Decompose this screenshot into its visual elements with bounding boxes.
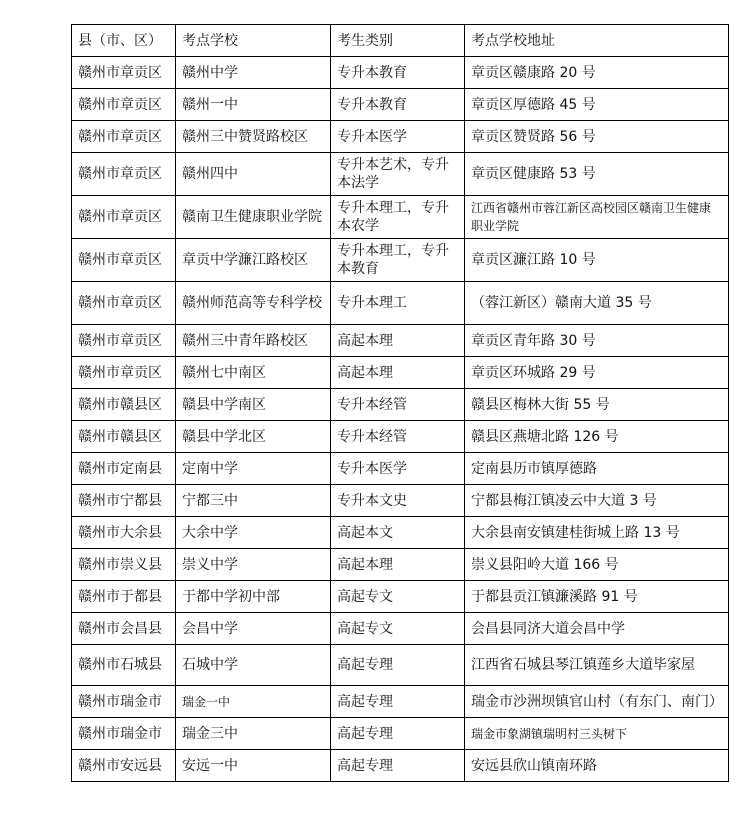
header-row <box>72 25 729 57</box>
table-row <box>72 357 729 389</box>
address-cell: 赣县区梅林大街 55 号 <box>465 389 729 421</box>
county-cell: 赣州市定南县 <box>72 453 176 485</box>
category-cell: 专升本理工，专升本教育 <box>331 239 465 282</box>
county-cell: 赣州市章贡区 <box>72 239 176 282</box>
category-cell: 专升本教育 <box>331 57 465 89</box>
category-cell: 专升本医学 <box>331 121 465 153</box>
county-cell: 赣州市章贡区 <box>72 325 176 357</box>
header-school: 考点学校 <box>176 25 331 57</box>
category-cell: 高起专理 <box>331 718 465 750</box>
header-county: 县（市、区） <box>72 25 176 57</box>
county-cell: 赣州市章贡区 <box>72 357 176 389</box>
category-cell: 高起本文 <box>331 517 465 549</box>
category-cell: 专升本理工 <box>331 282 465 325</box>
category-cell: 高起专文 <box>331 613 465 645</box>
county-cell: 赣州市瑞金市 <box>72 718 176 750</box>
table-row <box>72 549 729 581</box>
category-cell: 高起专理 <box>331 645 465 686</box>
category-cell: 高起专文 <box>331 581 465 613</box>
school-cell: 大余中学 <box>176 517 331 549</box>
county-cell: 赣州市章贡区 <box>72 153 176 196</box>
school-cell: 赣州七中南区 <box>176 357 331 389</box>
school-cell: 于都中学初中部 <box>176 581 331 613</box>
county-cell: 赣州市瑞金市 <box>72 686 176 718</box>
table-row <box>72 686 729 718</box>
address-cell: 崇义县阳岭大道 166 号 <box>465 549 729 581</box>
school-cell: 瑞金三中 <box>176 718 331 750</box>
table-row <box>72 282 729 325</box>
school-cell: 赣州四中 <box>176 153 331 196</box>
header-address: 考点学校地址 <box>465 25 729 57</box>
county-cell: 赣州市章贡区 <box>72 121 176 153</box>
category-cell: 专升本教育 <box>331 89 465 121</box>
school-cell: 赣州一中 <box>176 89 331 121</box>
table-row <box>72 196 729 239</box>
address-cell: 章贡区青年路 30 号 <box>465 325 729 357</box>
category-cell: 专升本医学 <box>331 453 465 485</box>
county-cell: 赣州市章贡区 <box>72 282 176 325</box>
address-cell: 于都县贡江镇濂溪路 91 号 <box>465 581 729 613</box>
county-cell: 赣州市宁都县 <box>72 485 176 517</box>
address-cell: （蓉江新区）赣南大道 35 号 <box>465 282 729 325</box>
table-row <box>72 517 729 549</box>
school-cell: 赣州三中青年路校区 <box>176 325 331 357</box>
county-cell: 赣州市崇义县 <box>72 549 176 581</box>
category-cell: 专升本经管 <box>331 421 465 453</box>
county-cell: 赣州市安远县 <box>72 750 176 782</box>
school-cell: 崇义中学 <box>176 549 331 581</box>
category-cell: 高起本理 <box>331 549 465 581</box>
exam-site-table-wrapper <box>71 24 729 782</box>
address-cell: 瑞金市沙洲坝镇官山村（有东门、南门） <box>465 686 729 718</box>
address-cell: 章贡区赣康路 20 号 <box>465 57 729 89</box>
table-header <box>72 25 729 57</box>
school-cell: 安远一中 <box>176 750 331 782</box>
table-row <box>72 57 729 89</box>
table-row <box>72 581 729 613</box>
table-row <box>72 613 729 645</box>
county-cell: 赣州市章贡区 <box>72 196 176 239</box>
category-cell: 专升本经管 <box>331 389 465 421</box>
table-row <box>72 121 729 153</box>
category-cell: 高起本理 <box>331 357 465 389</box>
school-cell: 赣州中学 <box>176 57 331 89</box>
address-cell: 宁都县梅江镇凌云中大道 3 号 <box>465 485 729 517</box>
header-category: 考生类别 <box>331 25 465 57</box>
county-cell: 赣州市章贡区 <box>72 89 176 121</box>
table-row <box>72 485 729 517</box>
category-cell: 专升本文史 <box>331 485 465 517</box>
category-cell: 高起本理 <box>331 325 465 357</box>
category-cell: 专升本艺术，专升本法学 <box>331 153 465 196</box>
county-cell: 赣州市会昌县 <box>72 613 176 645</box>
address-cell: 定南县历市镇厚德路 <box>465 453 729 485</box>
address-cell: 赣县区燕塘北路 126 号 <box>465 421 729 453</box>
school-cell: 赣南卫生健康职业学院 <box>176 196 331 239</box>
county-cell: 赣州市于都县 <box>72 581 176 613</box>
county-cell: 赣州市石城县 <box>72 645 176 686</box>
table-row <box>72 325 729 357</box>
school-cell: 石城中学 <box>176 645 331 686</box>
school-cell: 会昌中学 <box>176 613 331 645</box>
address-cell: 安远县欣山镇南环路 <box>465 750 729 782</box>
category-cell: 专升本理工，专升本农学 <box>331 196 465 239</box>
address-cell: 章贡区健康路 53 号 <box>465 153 729 196</box>
school-cell: 赣州三中赞贤路校区 <box>176 121 331 153</box>
table-row <box>72 153 729 196</box>
school-cell: 赣县中学南区 <box>176 389 331 421</box>
school-cell: 定南中学 <box>176 453 331 485</box>
address-cell: 瑞金市象湖镇瑞明村三头树下 <box>465 718 729 750</box>
school-cell: 瑞金一中 <box>176 686 331 718</box>
school-cell: 章贡中学濂江路校区 <box>176 239 331 282</box>
category-cell: 高起专理 <box>331 750 465 782</box>
category-cell: 高起专理 <box>331 686 465 718</box>
address-cell: 江西省赣州市蓉江新区高校园区赣南卫生健康职业学院 <box>465 196 729 239</box>
address-cell: 章贡区濂江路 10 号 <box>465 239 729 282</box>
exam-site-table <box>71 24 729 782</box>
address-cell: 章贡区环城路 29 号 <box>465 357 729 389</box>
table-row <box>72 389 729 421</box>
table-body <box>72 57 729 782</box>
table-row <box>72 421 729 453</box>
address-cell: 章贡区赞贤路 56 号 <box>465 121 729 153</box>
county-cell: 赣州市大余县 <box>72 517 176 549</box>
school-cell: 赣县中学北区 <box>176 421 331 453</box>
table-row <box>72 239 729 282</box>
school-cell: 宁都三中 <box>176 485 331 517</box>
address-cell: 江西省石城县琴江镇莲乡大道毕家屋 <box>465 645 729 686</box>
address-cell: 大余县南安镇建桂街城上路 13 号 <box>465 517 729 549</box>
table-row <box>72 718 729 750</box>
address-cell: 会昌县同济大道会昌中学 <box>465 613 729 645</box>
school-cell: 赣州师范高等专科学校 <box>176 282 331 325</box>
county-cell: 赣州市赣县区 <box>72 421 176 453</box>
table-row <box>72 89 729 121</box>
county-cell: 赣州市章贡区 <box>72 57 176 89</box>
address-cell: 章贡区厚德路 45 号 <box>465 89 729 121</box>
table-row <box>72 645 729 686</box>
county-cell: 赣州市赣县区 <box>72 389 176 421</box>
table-row <box>72 750 729 782</box>
table-row <box>72 453 729 485</box>
